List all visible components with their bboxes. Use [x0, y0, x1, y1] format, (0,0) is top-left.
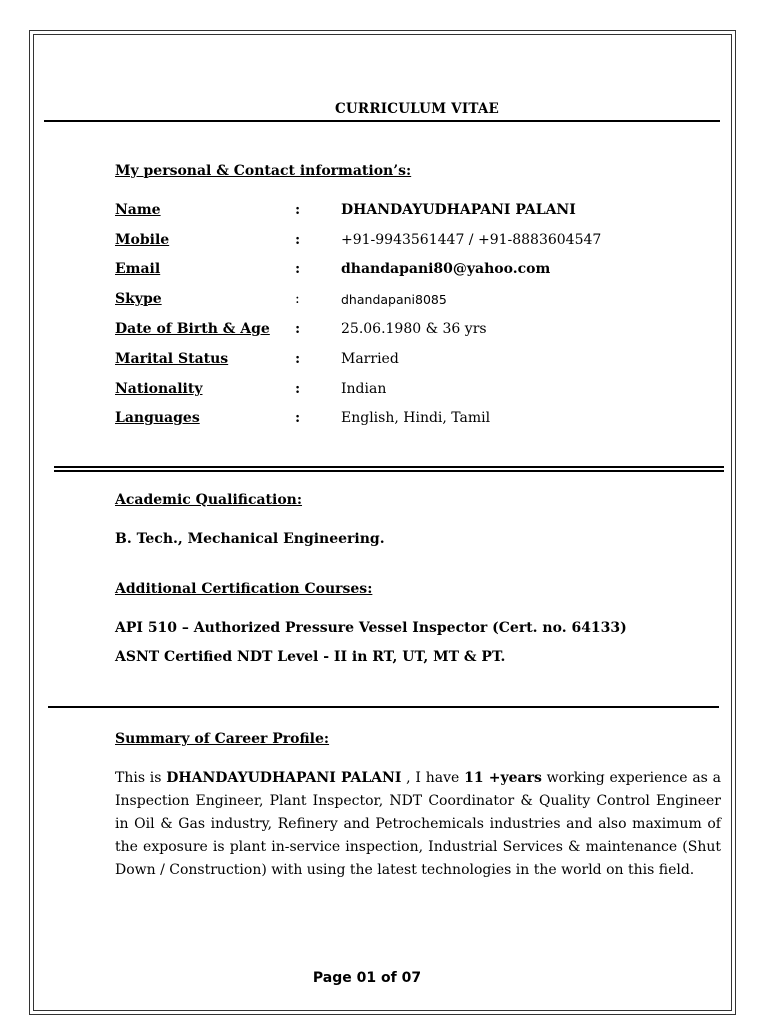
summary-divider — [48, 706, 719, 708]
dob-age-label: Date of Birth & Age — [115, 321, 270, 337]
summary-heading: Summary of Career Profile: — [115, 731, 330, 747]
academic-degree: B. Tech., Mechanical Engineering. — [115, 531, 385, 547]
mobile-value: +91-9943561447 / +91-8883604547 — [341, 232, 602, 248]
title-divider — [44, 120, 720, 122]
nationality-label: Nationality — [115, 381, 203, 397]
languages-value: English, Hindi, Tamil — [341, 410, 491, 426]
name-label: Name — [115, 202, 161, 218]
marital-status-value: Married — [341, 351, 399, 367]
skype-label: Skype — [115, 291, 162, 307]
page-number: Page 01 of 07 — [312, 970, 422, 986]
personal-info-heading: My personal & Contact information’s: — [115, 163, 412, 179]
email-value: dhandapani80@yahoo.com — [341, 261, 551, 277]
mobile-separator: : — [295, 232, 301, 248]
email-separator: : — [295, 261, 301, 277]
summary-years: 11 +years — [464, 770, 542, 786]
certification-asnt: ASNT Certified NDT Level - II in RT, UT, MT & PT. — [115, 649, 506, 665]
dob-age-value: 25.06.1980 & 36 yrs — [341, 321, 487, 337]
dob-age-separator: : — [295, 321, 301, 337]
summary-mid: , I have — [401, 770, 465, 786]
nationality-separator: : — [295, 381, 301, 397]
name-value: DHANDAYUDHAPANI PALANI — [341, 202, 576, 218]
section-divider-double-bottom — [54, 470, 724, 472]
summary-intro: This is — [115, 770, 167, 786]
languages-label: Languages — [115, 410, 200, 426]
marital-status-separator: : — [295, 351, 301, 367]
name-separator: : — [295, 202, 301, 218]
summary-name: DHANDAYUDHAPANI PALANI — [166, 770, 402, 786]
section-divider-double-top — [54, 466, 724, 468]
certification-heading: Additional Certification Courses: — [115, 581, 373, 597]
skype-value: dhandapani8085 — [341, 292, 447, 307]
nationality-value: Indian — [341, 381, 387, 397]
summary-rest: working experience as a Inspection Engineer, Plant Inspector, NDT Coordinator & Quality Control Engineer in Oil & Gas industry, Refinery and Petrochemicals industries and also maximum of the exposure is plant in-service inspection, Industrial Services & maintenance (Shut Down / Construction) with using the latest technologies in the world on this field. — [115, 770, 721, 878]
summary-paragraph — [115, 767, 721, 882]
languages-separator: : — [295, 410, 301, 426]
skype-separator: : — [295, 291, 300, 307]
certification-api510: API 510 – Authorized Pressure Vessel Inspector (Cert. no. 64133) — [115, 620, 627, 636]
mobile-label: Mobile — [115, 232, 170, 248]
document-title: CURRICULUM VITAE — [334, 101, 500, 117]
marital-status-label: Marital Status — [115, 351, 229, 367]
email-label: Email — [115, 261, 161, 277]
academic-heading: Academic Qualification: — [115, 492, 303, 508]
